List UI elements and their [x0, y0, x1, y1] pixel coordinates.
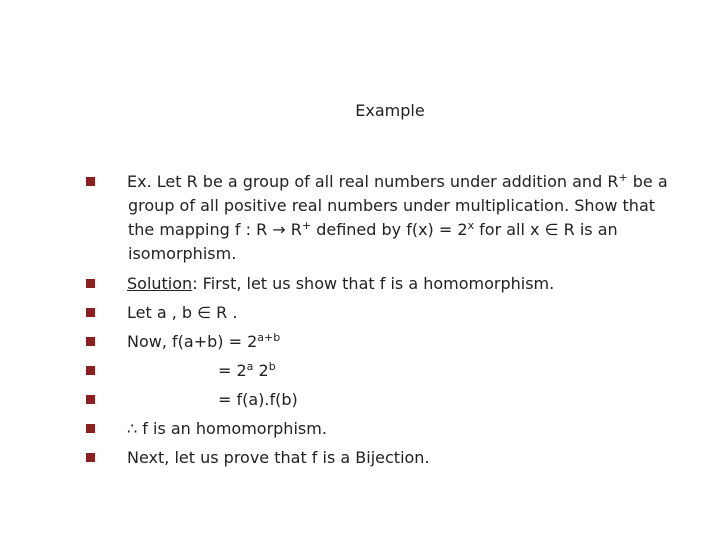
list-item-line: isomorphism. [128, 244, 237, 263]
list-item: Solution: First, let us show that f is a homomorphism. [127, 274, 555, 293]
bullet-square-icon [86, 424, 95, 433]
bullet-square-icon [86, 279, 95, 288]
list-item: Next, let us prove that f is a Bijection. [127, 448, 430, 467]
list-item-line: Ex. Let R be a group of all real numbers under addition and R+ be a [127, 171, 668, 191]
bullet-square-icon [86, 337, 95, 346]
bullet-square-icon [86, 308, 95, 317]
bullet-square-icon [86, 366, 95, 375]
list-item-line: the mapping f : R → R+ defined by $f(x) = 2^x$ for all x ∈ R is an [128, 219, 618, 239]
bullet-square-icon [86, 177, 95, 186]
list-item: Let a , b ∈ R . [127, 303, 238, 322]
list-item: = $2^a$ 2$^b$ [218, 360, 276, 380]
slide-title: Example [355, 101, 425, 120]
bullet-square-icon [86, 453, 95, 462]
list-item: ∴ f is an homomorphism. [127, 419, 327, 438]
bullet-square-icon [86, 395, 95, 404]
list-item-line: group of all positive real numbers under multiplication. Show that [128, 196, 656, 215]
list-item: = f(a).f(b) [218, 390, 298, 409]
list-item: Now, $f(a+b) = 2^{a+b}$ [127, 331, 281, 351]
